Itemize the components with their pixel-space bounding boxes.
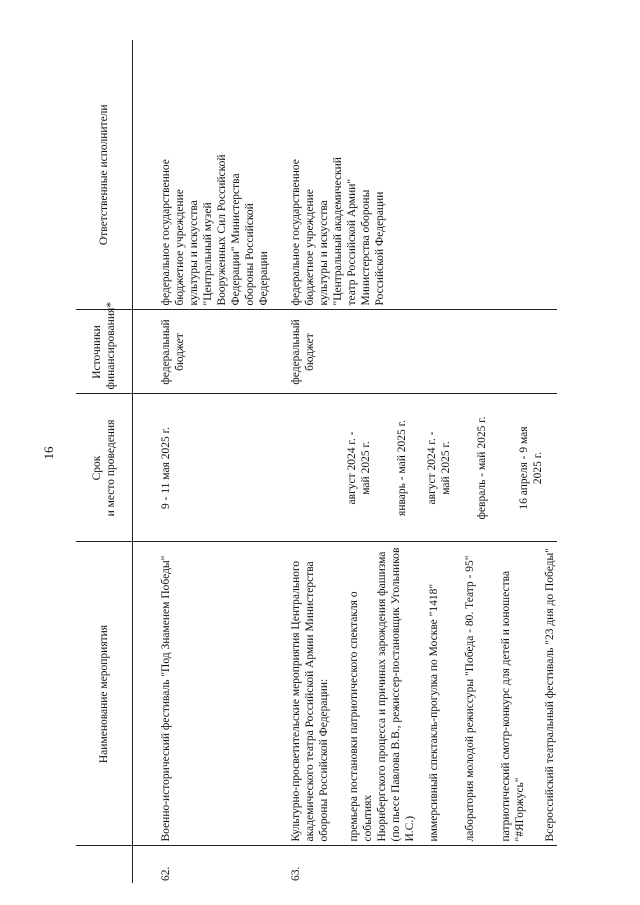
row-number: 62. [160,866,172,881]
sub-event-name: патриотический смотр-конкурс для детей и юношества "#ЯГоржусь" [500,570,526,842]
funding-source: федеральный бюджет [271,310,557,394]
responsible-executor: федеральное государственное бюджетное учреждение культуры и искусства "Центральный академический театр Российской Армии" Министерства обороны Российской Федерации [271,40,557,310]
sub-event-name: иммерсивный спектакль-прогулка по Москве "1418" [428,583,440,842]
funding-source: федеральный бюджет [133,310,272,394]
rotated-page [76,40,624,883]
sub-event-date: август 2024 г. - май 2025 г. [426,431,452,505]
event-name-cell [271,542,557,846]
date-spacer [289,399,345,538]
event-name: Военно-исторический фестиваль "Под Знаменем Победы" [133,542,272,846]
page-number: 16 [41,446,56,460]
table-row [133,40,272,883]
header-date: Срок и место проведения [76,394,133,542]
sub-event-name: лаборатория молодой режиссуры "Победа - 80. Театр - 95" [464,555,476,842]
sub-event-name: премьера постановки патриотического спектакля о событиях Нюрнбергского процесса и причинах зарождения фашизма (по пьесе Павлова В.В., режиссер-постановщик Угольников И.С.) [348,547,416,842]
events-table [76,40,557,883]
table-row [271,40,557,883]
event-date-cell [271,394,557,542]
sub-event-date: январь - май 2025 г. [396,420,408,516]
table-header-row [76,40,133,883]
sub-event-date: август 2024 г. - май 2025 г. [346,431,372,505]
sub-event-name: Всероссийский театральный фестиваль "23 дня до Победы" [544,548,556,842]
header-num [76,846,133,883]
event-name: Культурно-просветительские мероприятия Центрального академического театра Российской Армии Министерства обороны Российской Федерации: [290,560,330,842]
header-source: Источники финансирования* [76,310,133,394]
events-table-sheet [76,40,624,883]
event-date: 9 - 11 мая 2025 г. [133,394,272,542]
header-responsible: Ответственные исполнители [76,40,133,310]
sub-event-date: 16 апреля - 9 мая 2025 г. [518,426,544,510]
sub-event-date: февраль - май 2025 г. [476,416,488,520]
row-number: 63. [290,866,302,881]
header-name: Наименование мероприятия [76,542,133,846]
responsible-executor: федеральное государственное бюджетное учреждение культуры и искусства "Центральный музей Вооруженных Сил Российской Федерации" Министерства обороны Российской Федерации [133,40,272,310]
